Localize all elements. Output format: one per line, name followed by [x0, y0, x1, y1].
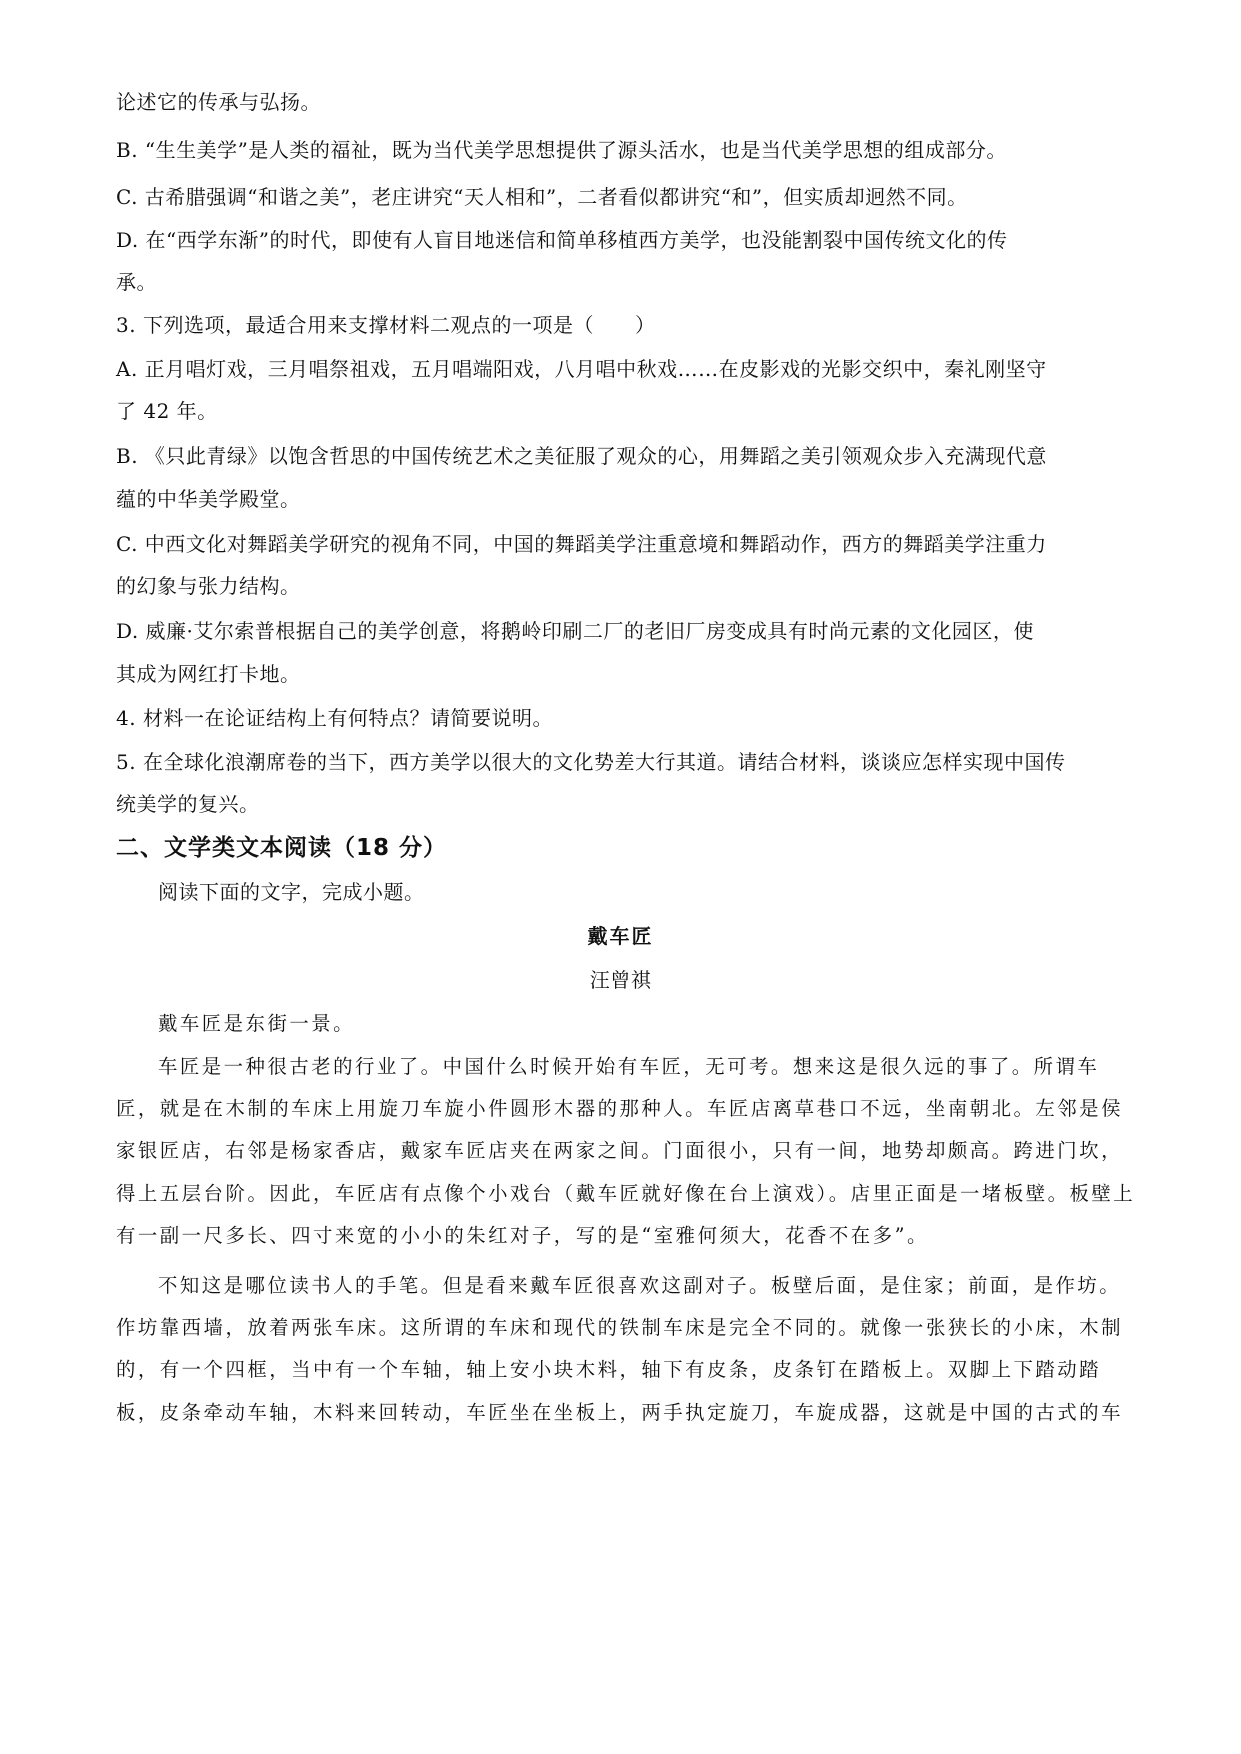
- story-paragraph-3: 不知这是哪位读书人的手笔。但是看来戴车匠很喜欢这副对子。板壁后面，是住家；前面，是作坊。: [158, 1274, 1122, 1297]
- text-line: 论述它的传承与弘扬。: [116, 90, 321, 114]
- option-b-line: B. “生生美学”是人类的福祉，既为当代美学思想提供了源头活水，也是当代美学思想的组成部分。: [116, 138, 1007, 162]
- q3-option-c-cont: 的幻象与张力结构。: [116, 574, 301, 598]
- story-paragraph-1: 戴车匠是东街一景。: [158, 1012, 356, 1035]
- question-4: 4. 材料一在论证结构上有何特点？请简要说明。: [116, 706, 553, 730]
- q3-option-a: A. 正月唱灯戏，三月唱祭祖戏，五月唱端阳戏，八月唱中秋戏……在皮影戏的光影交织中，秦礼刚坚守: [116, 357, 1047, 381]
- question-5: 5. 在全球化浪潮席卷的当下，西方美学以很大的文化势差大行其道。请结合材料，谈谈应怎样实现中国传: [116, 750, 1066, 774]
- option-d-line: D. 在“西学东渐”的时代，即使有人盲目地迷信和简单移植西方美学，也没能割裂中国传统文化的传: [116, 228, 1008, 252]
- story-line: 得上五层台阶。因此，车匠店有点像个小戏台（戴车匠就好像在台上演戏）。店里正面是一堵板壁。板壁上: [116, 1182, 1136, 1205]
- option-c-line: C. 古希腊强调“和谐之美”，老庄讲究“天人相和”，二者看似都讲究“和”，但实质却迥然不同。: [116, 185, 968, 209]
- story-line: 板，皮条牵动车轴，木料来回转动，车匠坐在坐板上，两手执定旋刀，车旋成器，这就是中国的古式的车: [116, 1401, 1123, 1424]
- q3-option-d-cont: 其成为网红打卡地。: [116, 662, 301, 686]
- q3-option-b: B. 《只此青绿》以饱含哲思的中国传统艺术之美征服了观众的心，用舞蹈之美引领观众步入充满现代意: [116, 444, 1047, 468]
- section-heading: 二、文学类文本阅读（18 分）: [116, 835, 448, 861]
- q3-option-d: D. 威廉·艾尔索普根据自己的美学创意，将鹅岭印刷二厂的老旧厂房变成具有时尚元素的文化园区，使: [116, 619, 1034, 643]
- story-line: 作坊靠西墙，放着两张车床。这所谓的车床和现代的铁制车床是完全不同的。就像一张狭长的小床，木制: [116, 1316, 1123, 1339]
- story-author: 汪曾祺: [589, 968, 652, 992]
- story-line: 的，有一个四框，当中有一个车轴，轴上安小块木料，轴下有皮条，皮条钉在踏板上。双脚上下踏动踏: [116, 1358, 1102, 1381]
- story-line: 匠，就是在木制的车床上用旋刀车旋小件圆形木器的那种人。车匠店离草巷口不远，坐南朝北。左邻是侯: [116, 1097, 1123, 1120]
- story-line: 家银匠店，右邻是杨家香店，戴家车匠店夹在两家之间。门面很小，只有一间，地势却颇高。跨进门坎，: [116, 1139, 1123, 1162]
- story-paragraph-2: 车匠是一种很古老的行业了。中国什么时候开始有车匠，无可考。想来这是很久远的事了。所谓车: [158, 1055, 1100, 1078]
- story-line: 有一副一尺多长、四寸来宽的小小的朱红对子，写的是“室雅何须大，花香不在多”。: [116, 1224, 929, 1247]
- question-3: 3. 下列选项，最适合用来支撑材料二观点的一项是（ ）: [116, 313, 656, 337]
- instruction: 阅读下面的文字，完成小题。: [158, 880, 425, 904]
- q3-option-b-cont: 蕴的中华美学殿堂。: [116, 487, 301, 511]
- question-5-cont: 统美学的复兴。: [116, 792, 260, 816]
- q3-option-c: C. 中西文化对舞蹈美学研究的视角不同，中国的舞蹈美学注重意境和舞蹈动作，西方的舞蹈美学注重力: [116, 532, 1047, 556]
- option-d-line-cont: 承。: [116, 270, 157, 294]
- q3-option-a-cont: 了 42 年。: [116, 399, 218, 423]
- story-title: 戴车匠: [587, 924, 654, 948]
